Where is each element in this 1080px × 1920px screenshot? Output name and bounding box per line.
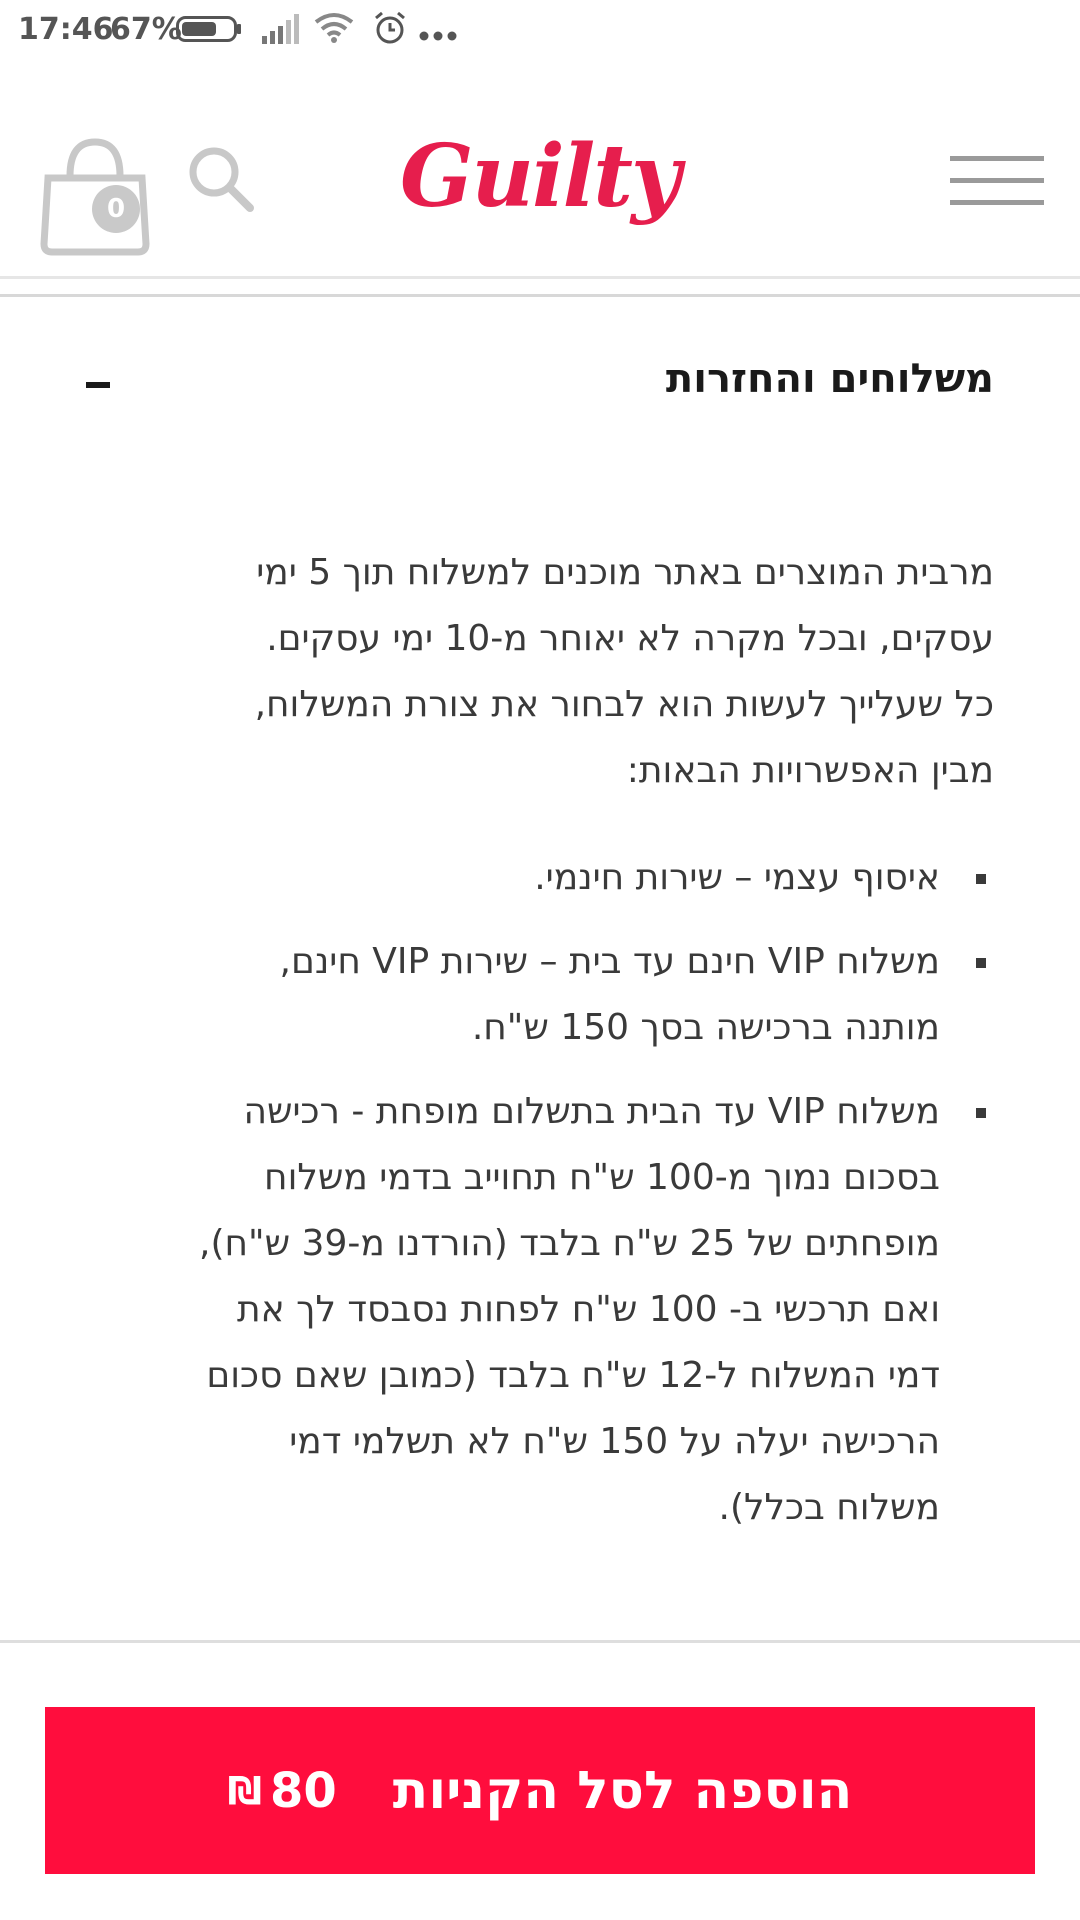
- intro-line: מבין האפשרויות הבאות:: [626, 750, 994, 791]
- intro-line: מרבית המוצרים באתר מוכנים למשלוח תוך 5 ימי: [256, 552, 994, 593]
- option-line: הרכישה יעלה על 150 ש"ח לא תשלמי דמי: [289, 1421, 940, 1462]
- status-bar: [0, 0, 1080, 64]
- option-line: דמי המשלוח ל-12 ש"ח בלבד (כמובן שאם סכום: [206, 1355, 940, 1396]
- header-divider: [0, 276, 1080, 279]
- intro-line: כל שעלייך לעשות הוא לבחור את צורת המשלוח,: [254, 684, 994, 725]
- battery-icon: [176, 16, 242, 42]
- shipping-intro: [134, 540, 994, 804]
- hamburger-menu-icon[interactable]: [950, 150, 1046, 214]
- site-logo[interactable]: Guilty: [400, 126, 680, 227]
- option-line: איסוף עצמי – שירות חינמי.: [534, 857, 940, 898]
- option-line: משלוח VIP חינם עד בית – שירות VIP חינם,: [279, 941, 940, 982]
- option-line: משלוח VIP עד הבית בתשלום מופחת - רכישה: [243, 1091, 940, 1132]
- section-title-shipping-returns[interactable]: משלוחים והחזרות: [665, 356, 994, 402]
- bullet-icon: [976, 874, 986, 884]
- shipping-options-list: [114, 845, 994, 1559]
- shekel-currency-icon: ₪: [227, 1768, 262, 1813]
- cart-count-badge: 0: [92, 185, 140, 233]
- add-to-cart-button[interactable]: [45, 1707, 1035, 1874]
- shipping-option-self-pickup: [114, 845, 994, 911]
- bullet-icon: [976, 1108, 986, 1118]
- bullet-icon: [976, 958, 986, 968]
- option-line: בסכום נמוך מ-100 ש"ח תחוייב בדמי משלוח: [264, 1157, 940, 1198]
- shipping-option-vip-reduced: [114, 1079, 994, 1541]
- shipping-option-vip-free: [114, 929, 994, 1061]
- alarm-icon: [372, 10, 408, 46]
- more-icon: [418, 30, 458, 42]
- add-to-cart-label: הוספה לסל הקניות: [392, 1760, 853, 1821]
- collapse-toggle-icon[interactable]: [86, 382, 110, 388]
- battery-percent: 67%: [110, 12, 182, 47]
- option-line: מופחתים של 25 ש"ח בלבד (הורדנו מ-39 ש"ח),: [199, 1223, 940, 1264]
- wifi-icon: [314, 12, 354, 44]
- intro-line: עסקים, ובכל מקרה לא יאוחר מ-10 ימי עסקים.: [266, 618, 994, 659]
- section-divider-bottom: [0, 1640, 1080, 1643]
- option-line: ואם תרכשי ב- 100 ש"ח לפחות נסבסד לך את: [236, 1289, 940, 1330]
- option-line: מותנה ברכישה בסך 150 ש"ח.: [471, 1007, 940, 1048]
- price-value: 80: [270, 1762, 337, 1819]
- search-icon[interactable]: [186, 144, 256, 214]
- option-line: משלוח בכלל).: [718, 1487, 940, 1528]
- section-divider-top: [0, 294, 1080, 297]
- status-time: 17:46: [18, 12, 114, 47]
- signal-icon: [260, 14, 300, 44]
- site-header: [0, 64, 1080, 280]
